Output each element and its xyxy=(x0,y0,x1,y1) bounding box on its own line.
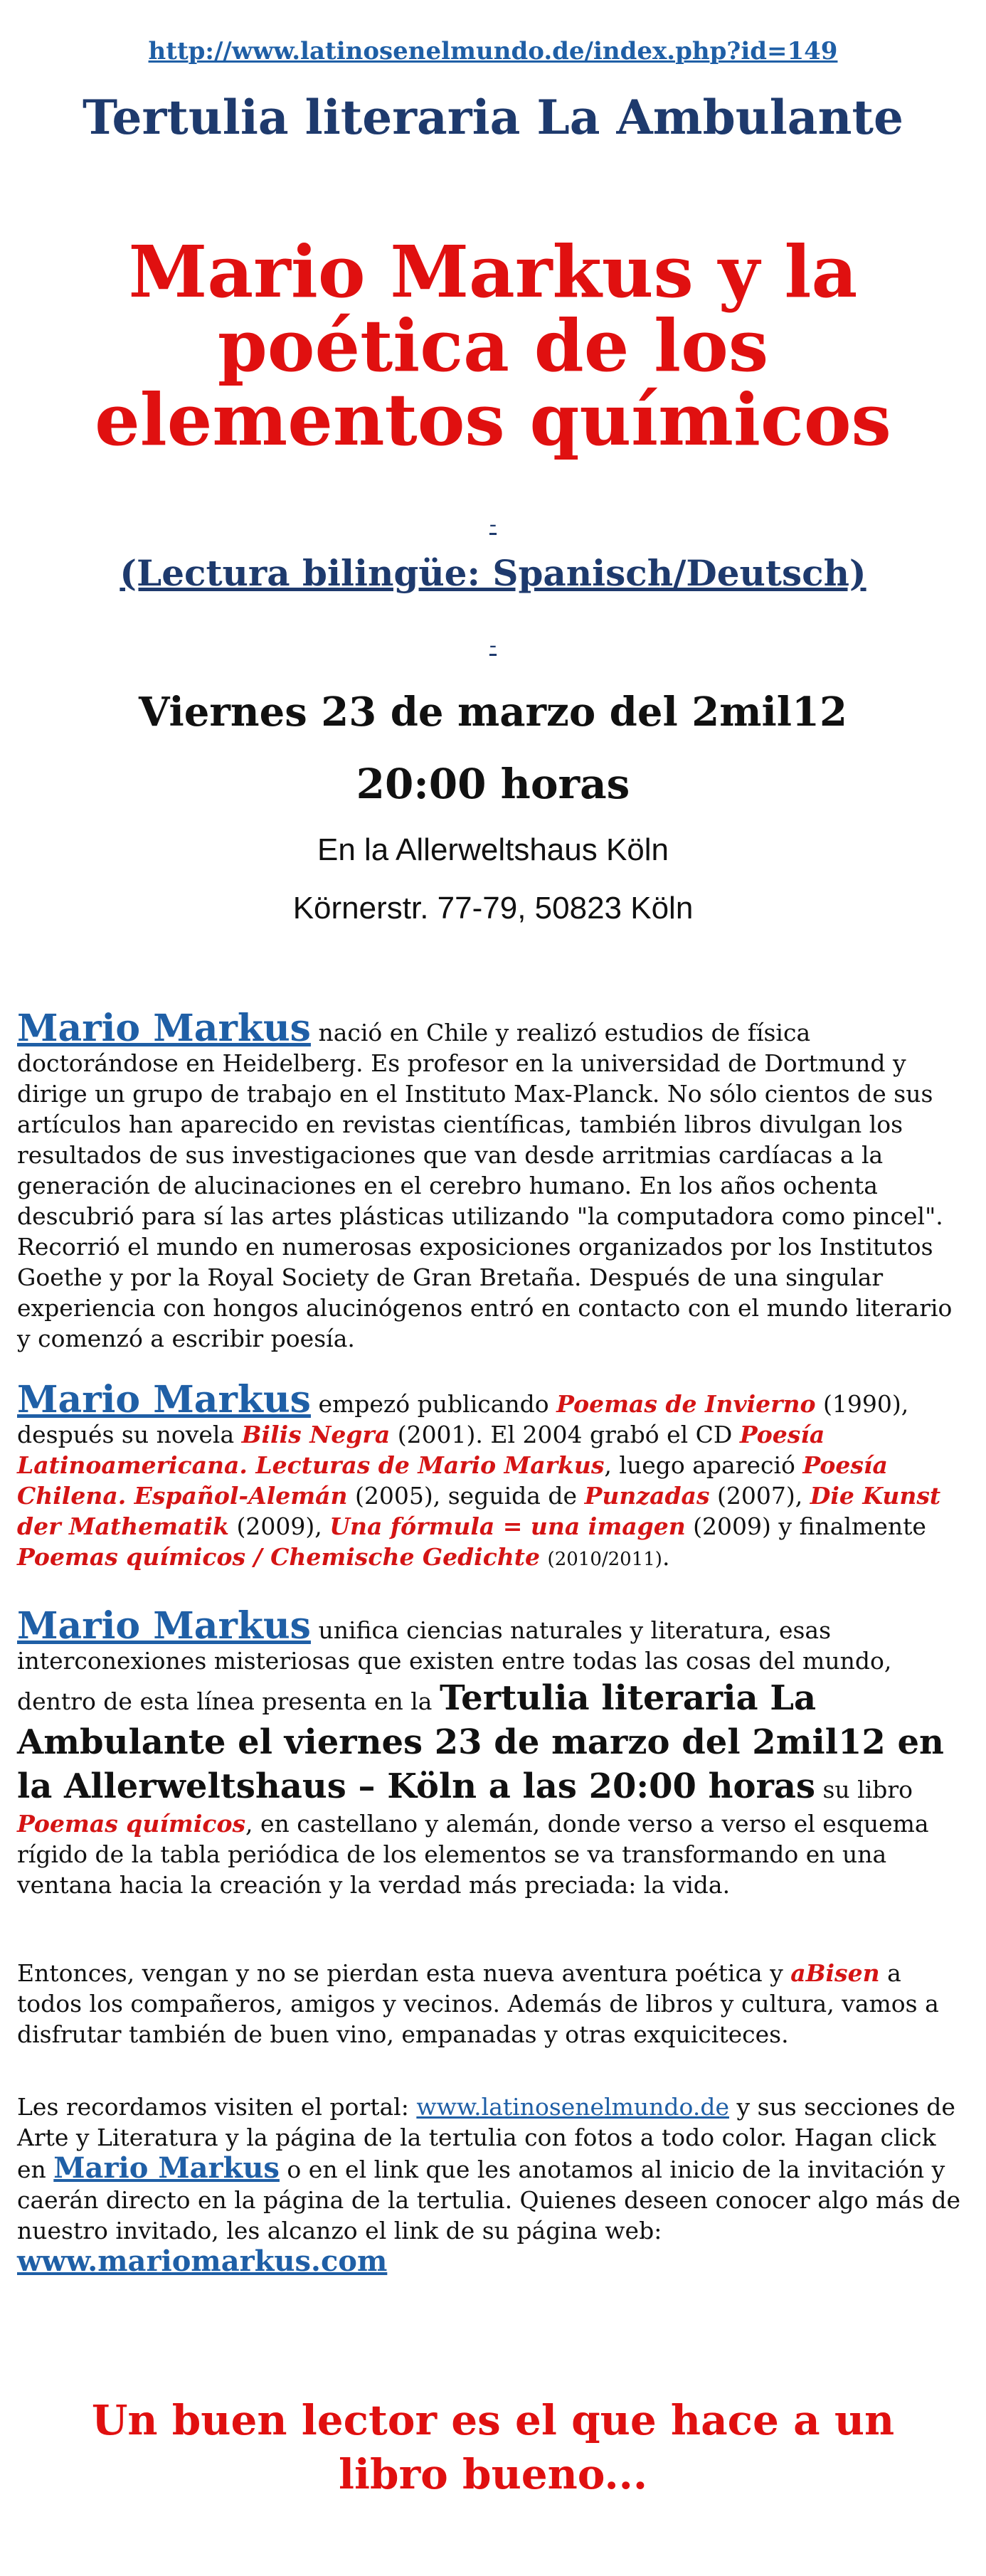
event-place: En la Allerweltshaus Köln xyxy=(317,832,669,867)
book-title: Die Kunst der Mathematik xyxy=(17,1482,941,1540)
author-link[interactable]: Mario Markus xyxy=(17,1007,311,1050)
event-address: Körnerstr. 77-79, 50823 Köln xyxy=(292,891,694,926)
works-text xyxy=(540,1543,548,1571)
works-years: (2010/2011) xyxy=(547,1549,662,1570)
book-title: Una fórmula = una imagen xyxy=(329,1512,686,1540)
book-title: Poesía Chilena. Español-Alemán xyxy=(17,1451,888,1510)
author-link[interactable]: Mario Markus xyxy=(17,1604,311,1648)
presentation-text: , en castellano y alemán, donde verso a verso el esquema rígido de la tabla periódica de los elementos se va transformando en una ventana hacia la creación y la verdad más preciada: la vida. xyxy=(17,1810,929,1899)
presentation-paragraph xyxy=(17,1604,969,1900)
bio-paragraph xyxy=(17,1007,969,1354)
abisen-word: aBisen xyxy=(790,1959,880,1987)
event-date: Viernes 23 de marzo del 2mil12 xyxy=(139,689,847,736)
works-text: (2005), seguida de xyxy=(347,1482,585,1510)
group-heading: Tertulia literaria La Ambulante xyxy=(82,90,904,145)
source-url-link[interactable]: http://www.latinosenelmundo.de/index.php?id=149 xyxy=(148,37,838,65)
book-title: Punzadas xyxy=(584,1482,710,1510)
works-text: (2009), xyxy=(229,1512,330,1540)
book-title: Bilis Negra xyxy=(241,1421,391,1448)
works-text: . xyxy=(662,1543,670,1571)
book-title: Poemas químicos xyxy=(17,1810,246,1838)
portal-text: o en el link que les anotamos al inicio de la invitación y caerán directo en la página de la tertulia. Quienes deseen conocer algo más de nuestro invitado, les alcanzo el link de su página web: xyxy=(17,2156,961,2244)
works-text: (2009) y finalmente xyxy=(685,1512,926,1540)
portal-text: Les recordamos visiten el portal: xyxy=(17,2093,417,2121)
works-text: (2001). El 2004 grabó el CD xyxy=(390,1421,740,1448)
invitation-text: a todos los compañeros, amigos y vecinos. Además de libros y cultura, vamos a disfrutar también de buen vino, empanadas y otras exquiciteces. xyxy=(17,1959,939,2048)
invitation-text: Entonces, vengan y no se pierdan esta nueva aventura poética y xyxy=(17,1959,791,1987)
book-title: Poesía Latinoamericana. Lecturas de Mario Markus xyxy=(17,1421,825,1479)
portal-link[interactable]: www.latinosenelmundo.de xyxy=(416,2093,729,2121)
portal-paragraph xyxy=(17,2092,969,2278)
book-title: Poemas químicos / Chemische Gedichte xyxy=(17,1543,541,1571)
book-title: Poemas de Invierno xyxy=(556,1390,816,1418)
separator-dash: - xyxy=(489,633,497,658)
bio-text: nació en Chile y realizó estudios de física doctorándose en Heidelberg. Es profesor en la universidad de Dortmund y dirige un grupo de trabajo en el Instituto Max-Planck. No sólo cientos de sus artículos han aparecido en revistas científicas, también libros divulgan los resultados de sus investigaciones que van desde arritmias cardíacas a la generación de alucinaciones en el cerebro humano. En los años ochenta descubrió para sí las artes plásticas utilizando "la computadora como pincel". Recorrió el mundo en numerosas exposiciones organizados por los Institutos Goethe y por la Royal Society de Gran Bretaña. Después de una singular experiencia con hongos alucinógenos entró en contacto con el mundo literario y comenzó a escribir poesía. xyxy=(17,1019,953,1352)
invitation-paragraph xyxy=(17,1958,969,2050)
presentation-text: unifica ciencias naturales y literatura, esas interconexiones misteriosas que existen entre todas las cosas del mundo, dentro de esta línea presenta en la xyxy=(17,1616,892,1715)
presentation-text: su libro xyxy=(815,1776,913,1803)
page-title: Mario Markus y la poética de los elementos químicos xyxy=(95,230,891,462)
works-text: (2007), xyxy=(709,1482,810,1510)
works-text: (1990), después su novela xyxy=(17,1390,909,1448)
author-link[interactable]: Mario Markus xyxy=(53,2151,280,2185)
event-hour: 20:00 horas xyxy=(356,760,630,808)
event-highlight: Tertulia literaria La Ambulante el viernes 23 de marzo del 2mil12 en la Allerweltshaus – Köln a las 20:00 horas xyxy=(17,1678,944,1806)
bilingual-note: (Lectura bilingüe: Spanisch/Deutsch) xyxy=(120,552,866,594)
separator-dash: - xyxy=(489,512,497,537)
author-link[interactable]: Mario Markus xyxy=(17,1378,311,1421)
closing-quote: Un buen lector es el que hace a un libro bueno... xyxy=(91,2396,895,2498)
author-website-link[interactable]: www.mariomarkus.com xyxy=(17,2244,388,2278)
works-text: , luego apareció xyxy=(604,1451,803,1479)
portal-text: y sus secciones de Arte y Literatura y la página de la tertulia con fotos a todo color. Hagan click en xyxy=(17,2093,955,2183)
works-text: empezó publicando xyxy=(310,1390,557,1418)
works-paragraph xyxy=(17,1378,969,1575)
